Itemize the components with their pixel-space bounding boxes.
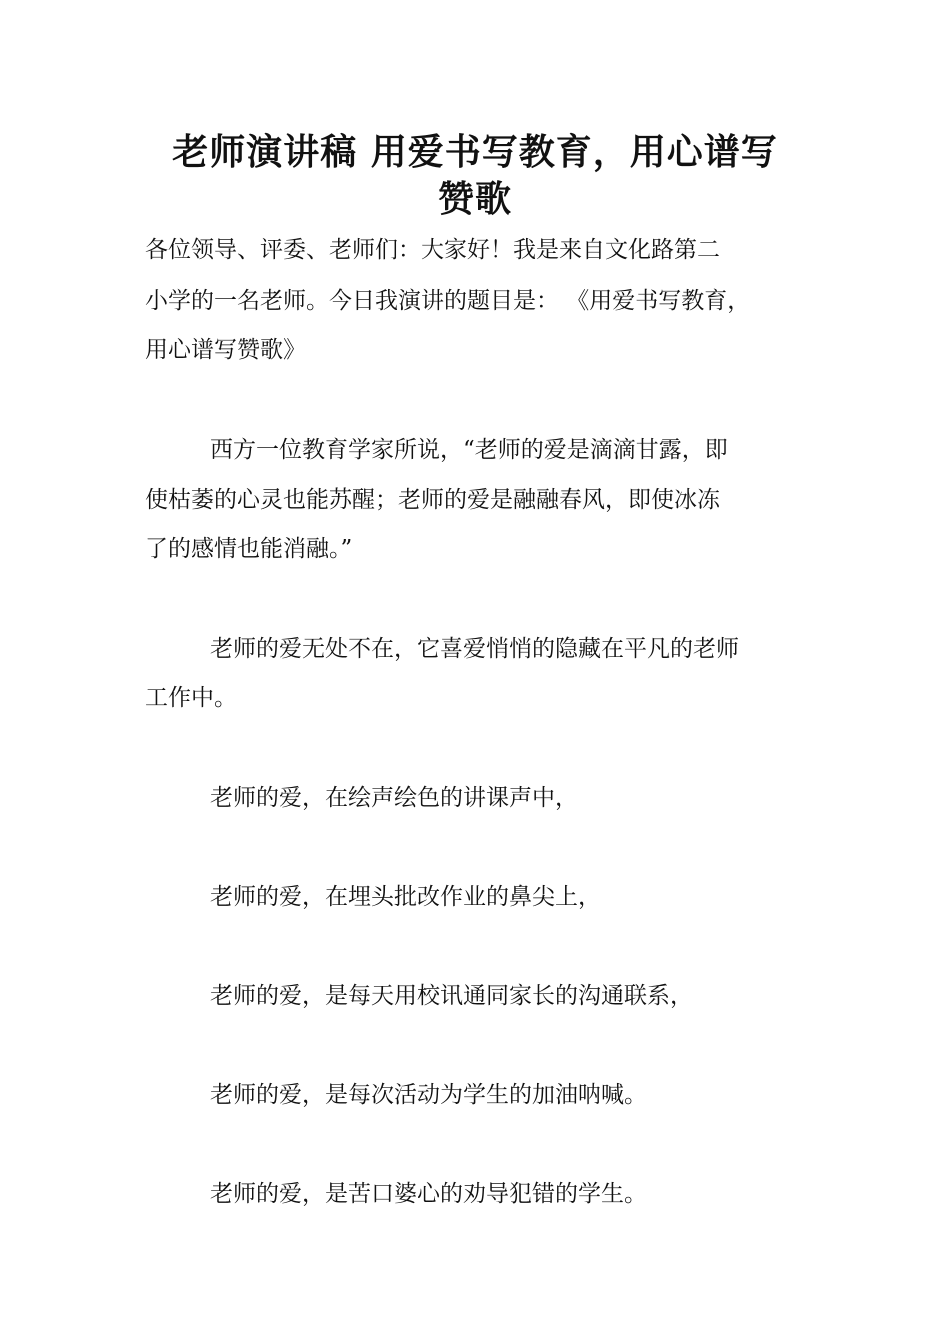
love-statement-1: 老师的爱，在绘声绘色的讲课声中， (210, 785, 578, 811)
document-title-line-1: 老师演讲稿 用爱书写教育，用心谱写 (172, 132, 778, 173)
love-statement-4: 老师的爱，是每次活动为学生的加油呐喊。 (210, 1082, 647, 1108)
intro-line-2: 小学的一名老师。今日我演讲的题目是： 《用爱书写教育， (145, 288, 751, 314)
quote-line-1: 西方一位教育学家所说，“老师的爱是滴滴甘露，即 (210, 437, 728, 463)
love-statement-5: 老师的爱，是苦口婆心的劝导犯错的学生。 (210, 1181, 647, 1207)
quote-line-2: 使枯萎的心灵也能苏醒；老师的爱是融融春风，即使冰冻 (145, 487, 720, 513)
love-statement-3: 老师的爱，是每天用校讯通同家长的沟通联系， (210, 983, 693, 1009)
love-line-2: 工作中。 (145, 685, 237, 711)
document-title-line-2: 赞歌 (437, 179, 512, 220)
love-statement-2: 老师的爱，在埋头批改作业的鼻尖上， (210, 884, 601, 910)
intro-line-3: 用心谱写赞歌》 (145, 337, 306, 363)
love-line-1: 老师的爱无处不在，它喜爱悄悄的隐藏在平凡的老师 (210, 636, 739, 662)
intro-line-1: 各位领导、评委、老师们：大家好！我是来自文化路第二 (145, 237, 720, 263)
quote-line-3: 了的感情也能消融。” (145, 536, 353, 562)
